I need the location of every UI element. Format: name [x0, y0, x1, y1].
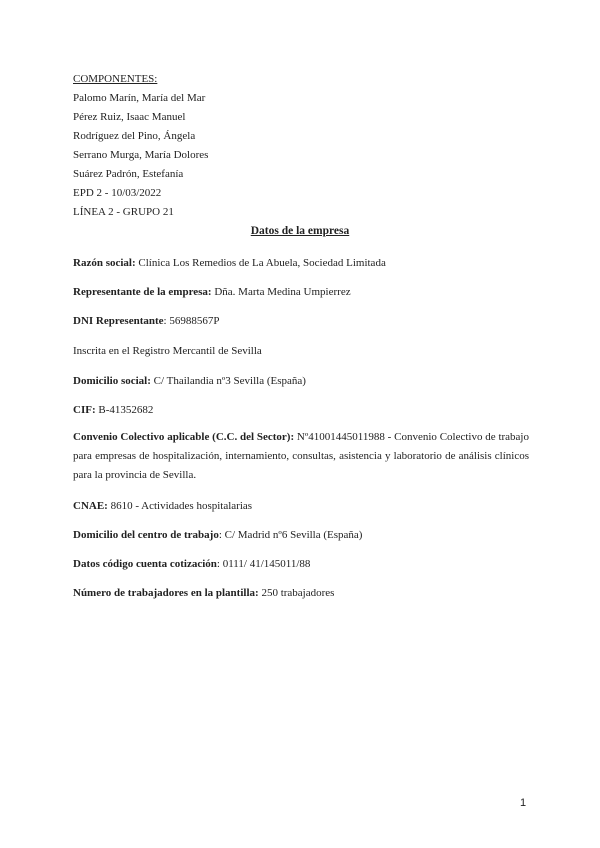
codigo-cotizacion: [73, 557, 310, 571]
centro-label: Domicilio del centro de trabajo: [73, 529, 219, 541]
section-title: Datos de la empresa: [250, 225, 350, 237]
epd-date: EPD 2 - 10/03/2022: [73, 187, 162, 199]
components-heading: COMPONENTES:: [73, 73, 158, 85]
centro-value: : C/ Madrid nº6 Sevilla (España): [218, 529, 363, 541]
trabajadores-label: Número de trabajadores en la plantilla:: [73, 587, 259, 599]
cnae-label: CNAE:: [73, 500, 108, 512]
representante: [73, 285, 351, 299]
representante-label: Representante de la empresa:: [73, 286, 212, 298]
convenio-value: Nº41001445011988 - Convenio Colectivo de trabajo para empresas de hospitalización, internamiento, consultas, asistencia y laboratorio de análisis clínicos para la provincia de Sevilla.: [73, 431, 529, 481]
member-2: Pérez Ruiz, Isaac Manuel: [73, 111, 186, 123]
numero-trabajadores: [73, 586, 334, 600]
cotizacion-label: Datos código cuenta cotización: [73, 558, 217, 570]
cif-value: B-41352682: [95, 404, 154, 416]
razon-social: [73, 256, 386, 270]
registro-mercantil: Inscrita en el Registro Mercantil de Sevilla: [73, 345, 262, 357]
dni-label: DNI Representante: [73, 315, 164, 327]
domicilio-value: C/ Thailandia nº3 Sevilla (España): [150, 375, 306, 387]
razon-social-value: Clínica Los Remedios de La Abuela, Sociedad Limitada: [135, 257, 386, 269]
representante-value: Dña. Marta Medina Umpierrez: [211, 286, 351, 298]
member-5: Suárez Padrón, Estefanía: [73, 168, 184, 180]
member-1: Palomo Marín, María del Mar: [73, 92, 206, 104]
domicilio-label: Domicilio social:: [73, 375, 151, 387]
dni-representante: [73, 314, 219, 328]
convenio-label: Convenio Colectivo aplicable (C.C. del Sector):: [73, 431, 295, 443]
dni-value: : 56988567P: [163, 315, 220, 327]
member-3: Rodríguez del Pino, Ángela: [73, 130, 196, 142]
cnae: [73, 499, 252, 513]
convenio-colectivo: [73, 428, 529, 485]
member-4: Serrano Murga, María Dolores: [73, 149, 209, 161]
razon-social-label: Razón social:: [73, 257, 136, 269]
page-number: 1: [520, 797, 527, 809]
group-line: LÍNEA 2 - GRUPO 21: [73, 206, 174, 218]
cif: [73, 403, 153, 417]
trabajadores-value: 250 trabajadores: [258, 587, 335, 599]
domicilio-social: [73, 374, 306, 388]
cnae-value: 8610 - Actividades hospitalarias: [107, 500, 253, 512]
domicilio-centro: [73, 528, 362, 542]
cotizacion-value: : 0111/ 41/145011/88: [216, 558, 311, 570]
cif-label: CIF:: [73, 404, 96, 416]
